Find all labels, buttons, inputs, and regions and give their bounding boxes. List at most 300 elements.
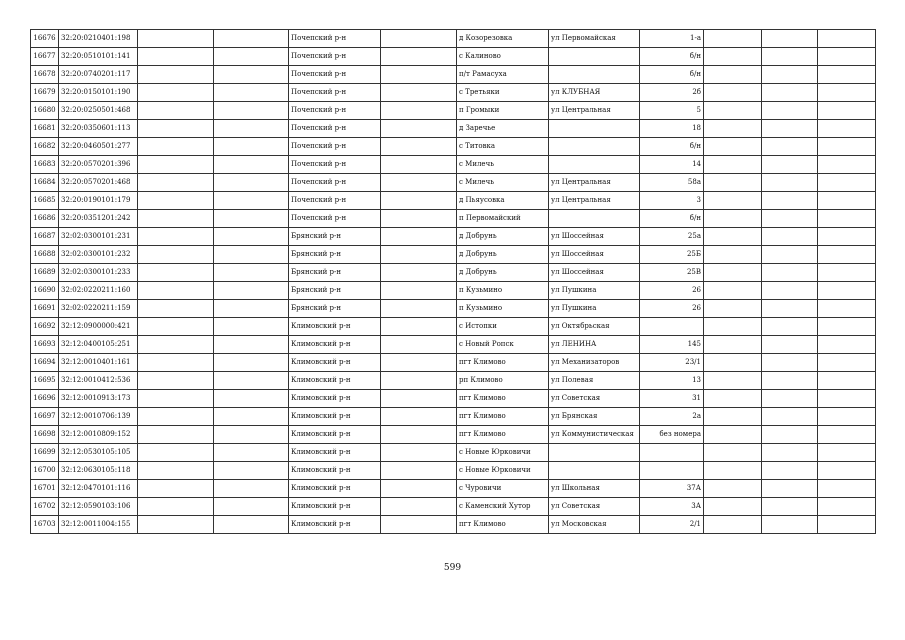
- district-cell: Почепский р-н: [289, 174, 381, 192]
- table-row: [31, 30, 876, 48]
- street-cell: ул КЛУБНАЯ: [549, 84, 640, 102]
- house-number-cell: 13: [640, 372, 704, 390]
- locality-cell: д Добрунь: [457, 246, 549, 264]
- street-cell: [549, 48, 640, 66]
- cadastral-number-cell: 32:20:0740201:117: [59, 66, 138, 84]
- record-number-cell: 16680: [31, 102, 59, 120]
- street-cell: ул Центральная: [549, 174, 640, 192]
- empty-cell: [818, 480, 876, 498]
- cadastral-number-cell: 32:20:0351201:242: [59, 210, 138, 228]
- house-number-cell: б/н: [640, 48, 704, 66]
- register-sheet: [30, 29, 876, 534]
- empty-cell: [214, 318, 289, 336]
- record-number-cell: 16685: [31, 192, 59, 210]
- record-number-cell: 16702: [31, 498, 59, 516]
- locality-cell: п/т Рамасуха: [457, 66, 549, 84]
- empty-cell: [381, 480, 457, 498]
- empty-cell: [704, 282, 762, 300]
- district-cell: Почепский р-н: [289, 102, 381, 120]
- street-cell: ул Коммунистическая: [549, 426, 640, 444]
- cadastral-number-cell: 32:20:0570201:396: [59, 156, 138, 174]
- table-row: [31, 408, 876, 426]
- house-number-cell: б/н: [640, 210, 704, 228]
- empty-cell: [214, 174, 289, 192]
- house-number-cell: 25В: [640, 264, 704, 282]
- district-cell: Брянский р-н: [289, 264, 381, 282]
- empty-cell: [381, 66, 457, 84]
- table-row: [31, 372, 876, 390]
- street-cell: [549, 120, 640, 138]
- empty-cell: [214, 480, 289, 498]
- locality-cell: с Новые Юрковичи: [457, 444, 549, 462]
- cadastral-number-cell: 32:12:0900000:421: [59, 318, 138, 336]
- empty-cell: [381, 498, 457, 516]
- empty-cell: [818, 228, 876, 246]
- house-number-cell: 5: [640, 102, 704, 120]
- empty-cell: [138, 66, 214, 84]
- empty-cell: [762, 102, 818, 120]
- district-cell: Климовский р-н: [289, 372, 381, 390]
- empty-cell: [704, 138, 762, 156]
- empty-cell: [214, 444, 289, 462]
- locality-cell: п Первомайский: [457, 210, 549, 228]
- record-number-cell: 16696: [31, 390, 59, 408]
- empty-cell: [138, 246, 214, 264]
- district-cell: Брянский р-н: [289, 246, 381, 264]
- cadastral-number-cell: 32:02:0220211:159: [59, 300, 138, 318]
- cadastral-number-cell: 32:12:0010412:536: [59, 372, 138, 390]
- house-number-cell: [640, 318, 704, 336]
- street-cell: [549, 462, 640, 480]
- district-cell: Климовский р-н: [289, 354, 381, 372]
- empty-cell: [138, 354, 214, 372]
- empty-cell: [818, 300, 876, 318]
- empty-cell: [138, 282, 214, 300]
- record-number-cell: 16692: [31, 318, 59, 336]
- empty-cell: [381, 354, 457, 372]
- cadastral-number-cell: 32:20:0210401:198: [59, 30, 138, 48]
- locality-cell: п Громыки: [457, 102, 549, 120]
- district-cell: Почепский р-н: [289, 138, 381, 156]
- street-cell: ул Шоссейная: [549, 246, 640, 264]
- locality-cell: пгт Климово: [457, 516, 549, 534]
- empty-cell: [818, 66, 876, 84]
- street-cell: [549, 66, 640, 84]
- empty-cell: [138, 30, 214, 48]
- empty-cell: [381, 228, 457, 246]
- empty-cell: [704, 480, 762, 498]
- empty-cell: [762, 48, 818, 66]
- table-row: [31, 174, 876, 192]
- street-cell: ул Центральная: [549, 102, 640, 120]
- house-number-cell: 2а: [640, 408, 704, 426]
- empty-cell: [818, 48, 876, 66]
- cadastral-number-cell: 32:20:0250501:468: [59, 102, 138, 120]
- empty-cell: [762, 516, 818, 534]
- street-cell: ул Брянская: [549, 408, 640, 426]
- empty-cell: [138, 300, 214, 318]
- empty-cell: [818, 138, 876, 156]
- house-number-cell: 1-а: [640, 30, 704, 48]
- house-number-cell: 3А: [640, 498, 704, 516]
- house-number-cell: 3: [640, 192, 704, 210]
- table-row: [31, 120, 876, 138]
- table-row: [31, 336, 876, 354]
- empty-cell: [214, 30, 289, 48]
- empty-cell: [704, 264, 762, 282]
- cadastral-number-cell: 32:02:0300101:232: [59, 246, 138, 264]
- empty-cell: [138, 228, 214, 246]
- street-cell: ул ЛЕНИНА: [549, 336, 640, 354]
- street-cell: ул Механизаторов: [549, 354, 640, 372]
- empty-cell: [214, 498, 289, 516]
- record-number-cell: 16684: [31, 174, 59, 192]
- district-cell: Брянский р-н: [289, 282, 381, 300]
- empty-cell: [214, 246, 289, 264]
- locality-cell: д Добрунь: [457, 228, 549, 246]
- empty-cell: [818, 336, 876, 354]
- record-number-cell: 16681: [31, 120, 59, 138]
- house-number-cell: 58а: [640, 174, 704, 192]
- empty-cell: [818, 120, 876, 138]
- empty-cell: [138, 336, 214, 354]
- empty-cell: [704, 246, 762, 264]
- record-number-cell: 16687: [31, 228, 59, 246]
- district-cell: Климовский р-н: [289, 444, 381, 462]
- empty-cell: [138, 426, 214, 444]
- empty-cell: [818, 372, 876, 390]
- empty-cell: [214, 210, 289, 228]
- empty-cell: [381, 246, 457, 264]
- street-cell: ул Пушкина: [549, 282, 640, 300]
- empty-cell: [138, 210, 214, 228]
- empty-cell: [138, 156, 214, 174]
- empty-cell: [818, 102, 876, 120]
- record-number-cell: 16697: [31, 408, 59, 426]
- table-row: [31, 48, 876, 66]
- empty-cell: [704, 498, 762, 516]
- empty-cell: [704, 318, 762, 336]
- empty-cell: [762, 372, 818, 390]
- empty-cell: [762, 84, 818, 102]
- district-cell: Почепский р-н: [289, 48, 381, 66]
- empty-cell: [818, 174, 876, 192]
- empty-cell: [138, 174, 214, 192]
- record-number-cell: 16693: [31, 336, 59, 354]
- table-row: [31, 462, 876, 480]
- empty-cell: [762, 480, 818, 498]
- cadastral-number-cell: 32:12:0010913:173: [59, 390, 138, 408]
- empty-cell: [762, 408, 818, 426]
- empty-cell: [818, 498, 876, 516]
- empty-cell: [138, 48, 214, 66]
- empty-cell: [704, 516, 762, 534]
- empty-cell: [381, 336, 457, 354]
- empty-cell: [762, 228, 818, 246]
- empty-cell: [762, 210, 818, 228]
- district-cell: Климовский р-н: [289, 318, 381, 336]
- cadastral-number-cell: 32:12:0400105:251: [59, 336, 138, 354]
- locality-cell: пгт Климово: [457, 354, 549, 372]
- empty-cell: [138, 498, 214, 516]
- empty-cell: [704, 48, 762, 66]
- locality-cell: пгт Климово: [457, 390, 549, 408]
- district-cell: Почепский р-н: [289, 156, 381, 174]
- cadastral-number-cell: 32:12:0010706:139: [59, 408, 138, 426]
- empty-cell: [214, 192, 289, 210]
- record-number-cell: 16676: [31, 30, 59, 48]
- record-number-cell: 16701: [31, 480, 59, 498]
- empty-cell: [818, 282, 876, 300]
- locality-cell: пгт Климово: [457, 408, 549, 426]
- street-cell: ул Московская: [549, 516, 640, 534]
- empty-cell: [381, 318, 457, 336]
- house-number-cell: 14: [640, 156, 704, 174]
- locality-cell: д Добрунь: [457, 264, 549, 282]
- empty-cell: [214, 336, 289, 354]
- cadastral-number-cell: 32:12:0011004:155: [59, 516, 138, 534]
- house-number-cell: без номера: [640, 426, 704, 444]
- table-body: [31, 30, 876, 534]
- empty-cell: [214, 300, 289, 318]
- empty-cell: [762, 444, 818, 462]
- empty-cell: [762, 120, 818, 138]
- property-register-table: [30, 29, 876, 534]
- empty-cell: [704, 156, 762, 174]
- empty-cell: [138, 408, 214, 426]
- empty-cell: [138, 84, 214, 102]
- house-number-cell: б/н: [640, 138, 704, 156]
- record-number-cell: 16686: [31, 210, 59, 228]
- empty-cell: [214, 156, 289, 174]
- cadastral-number-cell: 32:20:0460501:277: [59, 138, 138, 156]
- house-number-cell: [640, 462, 704, 480]
- house-number-cell: 25а: [640, 228, 704, 246]
- district-cell: Почепский р-н: [289, 66, 381, 84]
- empty-cell: [381, 120, 457, 138]
- record-number-cell: 16698: [31, 426, 59, 444]
- empty-cell: [138, 192, 214, 210]
- empty-cell: [138, 120, 214, 138]
- empty-cell: [818, 444, 876, 462]
- district-cell: Почепский р-н: [289, 210, 381, 228]
- empty-cell: [818, 354, 876, 372]
- district-cell: Климовский р-н: [289, 480, 381, 498]
- table-row: [31, 264, 876, 282]
- empty-cell: [381, 372, 457, 390]
- empty-cell: [214, 282, 289, 300]
- empty-cell: [818, 318, 876, 336]
- street-cell: ул Первомайская: [549, 30, 640, 48]
- house-number-cell: 145: [640, 336, 704, 354]
- cadastral-number-cell: 32:02:0220211:160: [59, 282, 138, 300]
- locality-cell: с Каменский Хутор: [457, 498, 549, 516]
- table-row: [31, 66, 876, 84]
- empty-cell: [214, 138, 289, 156]
- empty-cell: [381, 210, 457, 228]
- empty-cell: [138, 318, 214, 336]
- empty-cell: [762, 138, 818, 156]
- table-row: [31, 498, 876, 516]
- street-cell: ул Школьная: [549, 480, 640, 498]
- record-number-cell: 16682: [31, 138, 59, 156]
- empty-cell: [704, 390, 762, 408]
- empty-cell: [818, 264, 876, 282]
- table-row: [31, 228, 876, 246]
- empty-cell: [381, 138, 457, 156]
- empty-cell: [704, 462, 762, 480]
- empty-cell: [214, 48, 289, 66]
- locality-cell: пгт Климово: [457, 426, 549, 444]
- empty-cell: [214, 516, 289, 534]
- empty-cell: [381, 408, 457, 426]
- empty-cell: [381, 48, 457, 66]
- locality-cell: д Заречье: [457, 120, 549, 138]
- district-cell: Климовский р-н: [289, 408, 381, 426]
- empty-cell: [214, 462, 289, 480]
- empty-cell: [214, 228, 289, 246]
- street-cell: ул Шоссейная: [549, 264, 640, 282]
- locality-cell: п Кузьмино: [457, 300, 549, 318]
- empty-cell: [818, 516, 876, 534]
- cadastral-number-cell: 32:12:0630105:118: [59, 462, 138, 480]
- district-cell: Климовский р-н: [289, 336, 381, 354]
- locality-cell: с Истопки: [457, 318, 549, 336]
- empty-cell: [818, 408, 876, 426]
- empty-cell: [762, 246, 818, 264]
- empty-cell: [138, 372, 214, 390]
- empty-cell: [762, 426, 818, 444]
- empty-cell: [704, 426, 762, 444]
- empty-cell: [138, 444, 214, 462]
- table-row: [31, 282, 876, 300]
- record-number-cell: 16677: [31, 48, 59, 66]
- cadastral-number-cell: 32:12:0530105:105: [59, 444, 138, 462]
- empty-cell: [762, 498, 818, 516]
- table-row: [31, 210, 876, 228]
- table-row: [31, 300, 876, 318]
- table-row: [31, 480, 876, 498]
- empty-cell: [818, 192, 876, 210]
- empty-cell: [381, 84, 457, 102]
- empty-cell: [381, 444, 457, 462]
- locality-cell: с Новые Юрковичи: [457, 462, 549, 480]
- record-number-cell: 16690: [31, 282, 59, 300]
- table-row: [31, 354, 876, 372]
- district-cell: Почепский р-н: [289, 120, 381, 138]
- empty-cell: [762, 192, 818, 210]
- cadastral-number-cell: 32:12:0010401:161: [59, 354, 138, 372]
- record-number-cell: 16694: [31, 354, 59, 372]
- house-number-cell: 18: [640, 120, 704, 138]
- street-cell: [549, 138, 640, 156]
- empty-cell: [214, 354, 289, 372]
- empty-cell: [214, 390, 289, 408]
- street-cell: ул Центральная: [549, 192, 640, 210]
- empty-cell: [704, 30, 762, 48]
- empty-cell: [381, 102, 457, 120]
- empty-cell: [762, 156, 818, 174]
- locality-cell: с Калиново: [457, 48, 549, 66]
- street-cell: ул Советская: [549, 390, 640, 408]
- empty-cell: [762, 318, 818, 336]
- cadastral-number-cell: 32:20:0190101:179: [59, 192, 138, 210]
- empty-cell: [704, 408, 762, 426]
- street-cell: [549, 156, 640, 174]
- empty-cell: [381, 516, 457, 534]
- empty-cell: [381, 174, 457, 192]
- table-row: [31, 138, 876, 156]
- empty-cell: [818, 426, 876, 444]
- district-cell: Климовский р-н: [289, 390, 381, 408]
- record-number-cell: 16689: [31, 264, 59, 282]
- record-number-cell: 16679: [31, 84, 59, 102]
- table-row: [31, 426, 876, 444]
- table-row: [31, 318, 876, 336]
- empty-cell: [214, 426, 289, 444]
- empty-cell: [762, 282, 818, 300]
- street-cell: ул Советская: [549, 498, 640, 516]
- empty-cell: [704, 102, 762, 120]
- district-cell: Брянский р-н: [289, 300, 381, 318]
- district-cell: Климовский р-н: [289, 498, 381, 516]
- locality-cell: рп Климово: [457, 372, 549, 390]
- street-cell: ул Шоссейная: [549, 228, 640, 246]
- district-cell: Брянский р-н: [289, 228, 381, 246]
- cadastral-number-cell: 32:12:0590103:106: [59, 498, 138, 516]
- empty-cell: [381, 462, 457, 480]
- locality-cell: с Третьяки: [457, 84, 549, 102]
- house-number-cell: 31: [640, 390, 704, 408]
- empty-cell: [818, 390, 876, 408]
- empty-cell: [762, 174, 818, 192]
- empty-cell: [214, 264, 289, 282]
- empty-cell: [381, 264, 457, 282]
- cadastral-number-cell: 32:02:0300101:233: [59, 264, 138, 282]
- empty-cell: [214, 84, 289, 102]
- district-cell: Климовский р-н: [289, 462, 381, 480]
- record-number-cell: 16699: [31, 444, 59, 462]
- cadastral-number-cell: 32:20:0570201:468: [59, 174, 138, 192]
- empty-cell: [704, 228, 762, 246]
- record-number-cell: 16688: [31, 246, 59, 264]
- district-cell: Климовский р-н: [289, 426, 381, 444]
- empty-cell: [818, 246, 876, 264]
- empty-cell: [704, 66, 762, 84]
- empty-cell: [138, 516, 214, 534]
- record-number-cell: 16700: [31, 462, 59, 480]
- page-number: 599: [443, 563, 462, 573]
- empty-cell: [381, 300, 457, 318]
- empty-cell: [214, 66, 289, 84]
- house-number-cell: 2б: [640, 84, 704, 102]
- empty-cell: [214, 120, 289, 138]
- empty-cell: [138, 138, 214, 156]
- cadastral-number-cell: 32:20:0150101:190: [59, 84, 138, 102]
- empty-cell: [138, 102, 214, 120]
- empty-cell: [704, 120, 762, 138]
- empty-cell: [381, 30, 457, 48]
- street-cell: ул Пушкина: [549, 300, 640, 318]
- empty-cell: [762, 390, 818, 408]
- district-cell: Почепский р-н: [289, 84, 381, 102]
- district-cell: Климовский р-н: [289, 516, 381, 534]
- empty-cell: [381, 282, 457, 300]
- table-row: [31, 516, 876, 534]
- locality-cell: с Новый Ропск: [457, 336, 549, 354]
- cadastral-number-cell: 32:12:0010809:152: [59, 426, 138, 444]
- district-cell: Почепский р-н: [289, 192, 381, 210]
